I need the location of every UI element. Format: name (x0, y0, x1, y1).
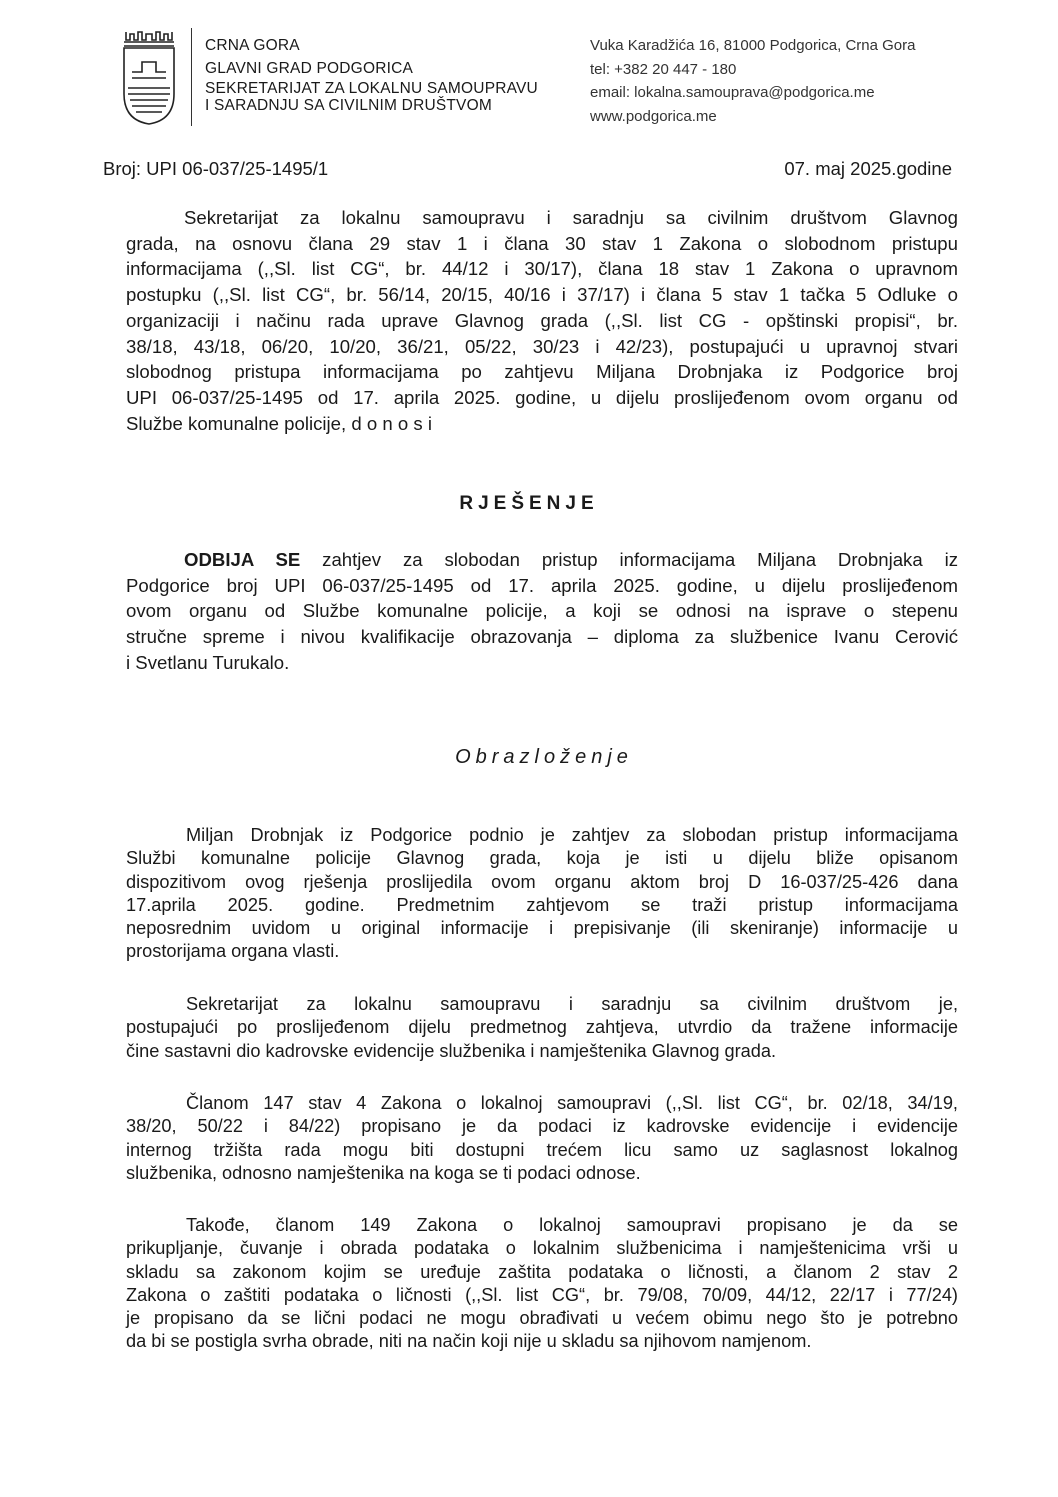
organization-block (205, 34, 538, 114)
reasoning-line: neposrednim uvidom u original informacije i prepisivanje (ili skeniranje) informacije u (126, 918, 958, 939)
reasoning-paragraph-1 (126, 824, 958, 964)
intro-line: UPI 06-037/25-1495 od 17. aprila 2025. godine, u dijelu proslijeđenom ovom organu od (126, 386, 958, 408)
contact-block (590, 34, 915, 128)
intro-line: informacijama (,,Sl. list CG“, br. 44/12 i 30/17), člana 18 stav 1 Zakona o upravnom (126, 258, 958, 280)
reasoning-line: Takođe, članom 149 Zakona o lokalnoj samoupravi propisano je da se (186, 1215, 958, 1235)
reasoning-line: Sekretarijat za lokalnu samoupravu i saradnju sa civilnim društvom je, (186, 994, 958, 1014)
intro-line: grada, na osnovu člana 29 stav 1 i člana 30 stav 1 Zakona o slobodnom pristupu (126, 232, 958, 254)
decision-line: stručne spreme i nivou kvalifikacije obrazovanja – diploma za službenice Ivanu Cerović (126, 626, 958, 648)
decision-line: Podgorice broj UPI 06-037/25-1495 od 17. aprila 2025. godine, u dijelu proslijeđenom (126, 574, 958, 596)
reasoning-line: internog tržišta rada mogu biti dostupni trećem licu samo uz saglasnost lokalnog (126, 1139, 958, 1160)
org-country: CRNA GORA (205, 37, 300, 54)
reasoning-line: prostorijama organa vlasti. (126, 941, 340, 962)
document-number: Broj: UPI 06-037/25-1495/1 (103, 158, 329, 179)
reasoning-line: 38/20, 50/22 i 84/22) propisano je da podaci iz kadrovske evidencije i evidencije (126, 1116, 958, 1137)
reasoning-line: postupajući po proslijeđenom dijelu predmetnog zahtjeva, utvrdio da tražene informacije (126, 1017, 958, 1038)
intro-line: 38/18, 43/18, 06/20, 10/20, 36/21, 05/22, 30/23 i 42/23), postupajući u upravnoj stvari (126, 335, 958, 357)
reasoning-line: 17.aprila 2025. godine. Predmetnim zahtjevom se traži pristup informacijama (126, 894, 958, 915)
document-date: 07. maj 2025.godine (784, 158, 952, 179)
reasoning-paragraph-2 (126, 993, 958, 1063)
decision-text: zahtjev za slobodan pristup informacijama Miljana Drobnjaka iz (300, 549, 958, 570)
intro-line: Službe komunalne policije, d o n o s i (126, 412, 432, 434)
decision-line (126, 547, 958, 573)
intro-line: slobodnog pristupa informacijama po zahtjevu Miljana Drobnjaka iz Podgorice broj (126, 361, 958, 383)
reasoning-line: Miljan Drobnjak iz Podgorice podnio je zahtjev za slobodan pristup informacijama (186, 825, 958, 845)
reasoning-heading: Obrazloženje (455, 746, 633, 768)
reasoning-line: skladu sa zakonom kojim se uređuje zaštita podataka o ličnosti, a članom 2 stav 2 (126, 1261, 958, 1282)
intro-line: postupku (,,Sl. list CG“, br. 56/14, 20/15, 40/16 i 37/17) i člana 5 stav 1 tačka 5 Odluke o (126, 284, 958, 306)
reasoning-line: Službi komunalne policije Glavnog grada, koja je isti u dijelu bliže opisanom (126, 848, 958, 869)
header-divider (191, 28, 192, 126)
reasoning-line: da bi se postigla svrha obrade, niti na način koji nije u skladu sa njihovom namjenom. (126, 1331, 812, 1352)
coat-of-arms-icon (120, 28, 178, 126)
intro-line: Sekretarijat za lokalnu samoupravu i saradnju sa civilnim društvom Glavnog (184, 207, 958, 228)
contact-email: email: lokalna.samouprava@podgorica.me (590, 84, 875, 101)
reasoning-line: dispozitivom ovog rješenja proslijedila ovom organu aktom broj D 16-037/25-426 dana (126, 871, 958, 892)
reasoning-line: Zakona o zaštiti podataka o ličnosti (,,Sl. list CG“, br. 79/08, 70/09, 44/12, 22/17 i 77/24) (126, 1284, 958, 1305)
decision-paragraph (126, 547, 958, 676)
org-secretariat-line1: SEKRETARIJAT ZA LOKALNU SAMOUPRAVU (205, 80, 538, 97)
org-city: GLAVNI GRAD PODGORICA (205, 60, 414, 77)
reasoning-paragraph-3 (126, 1092, 958, 1185)
org-secretariat-line2: I SARADNJU SA CIVILNIM DRUŠTVOM (205, 97, 492, 114)
contact-phone: tel: +382 20 447 - 180 (590, 60, 737, 78)
contact-address: Vuka Karadžića 16, 81000 Podgorica, Crna Gora (590, 37, 916, 54)
reasoning-paragraph-4 (126, 1214, 958, 1354)
decision-heading: RJEŠENJE (459, 493, 599, 514)
decision-lead: ODBIJA SE (184, 549, 301, 570)
intro-paragraph (126, 205, 958, 436)
reasoning-line: je propisano da se lični podaci ne mogu obrađivati u većem obimu nego što je potrebno (126, 1308, 958, 1329)
reasoning-line: čine sastavni dio kadrovske evidencije službenika i namještenika Glavnog grada. (126, 1040, 777, 1061)
reasoning-line: službenika, odnosno namještenika na koga se ti podaci odnose. (126, 1162, 641, 1183)
reasoning-line: prikupljanje, čuvanje i obrada podataka o lokalnim službenicima i namještenicima vrši u (126, 1238, 958, 1259)
reasoning-line: Članom 147 stav 4 Zakona o lokalnoj samoupravi (,,Sl. list CG“, br. 02/18, 34/19, (186, 1093, 958, 1113)
contact-website: www.podgorica.me (590, 107, 717, 125)
intro-line: organizaciji i načinu rada uprave Glavnog grada (,,Sl. list CG - opštinski propisi“, br. (126, 309, 958, 331)
decision-line: i Svetlanu Turukalo. (126, 651, 290, 673)
decision-line: ovom organu od Službe komunalne policije, a koji se odnosi na isprave o stepenu (126, 600, 958, 622)
